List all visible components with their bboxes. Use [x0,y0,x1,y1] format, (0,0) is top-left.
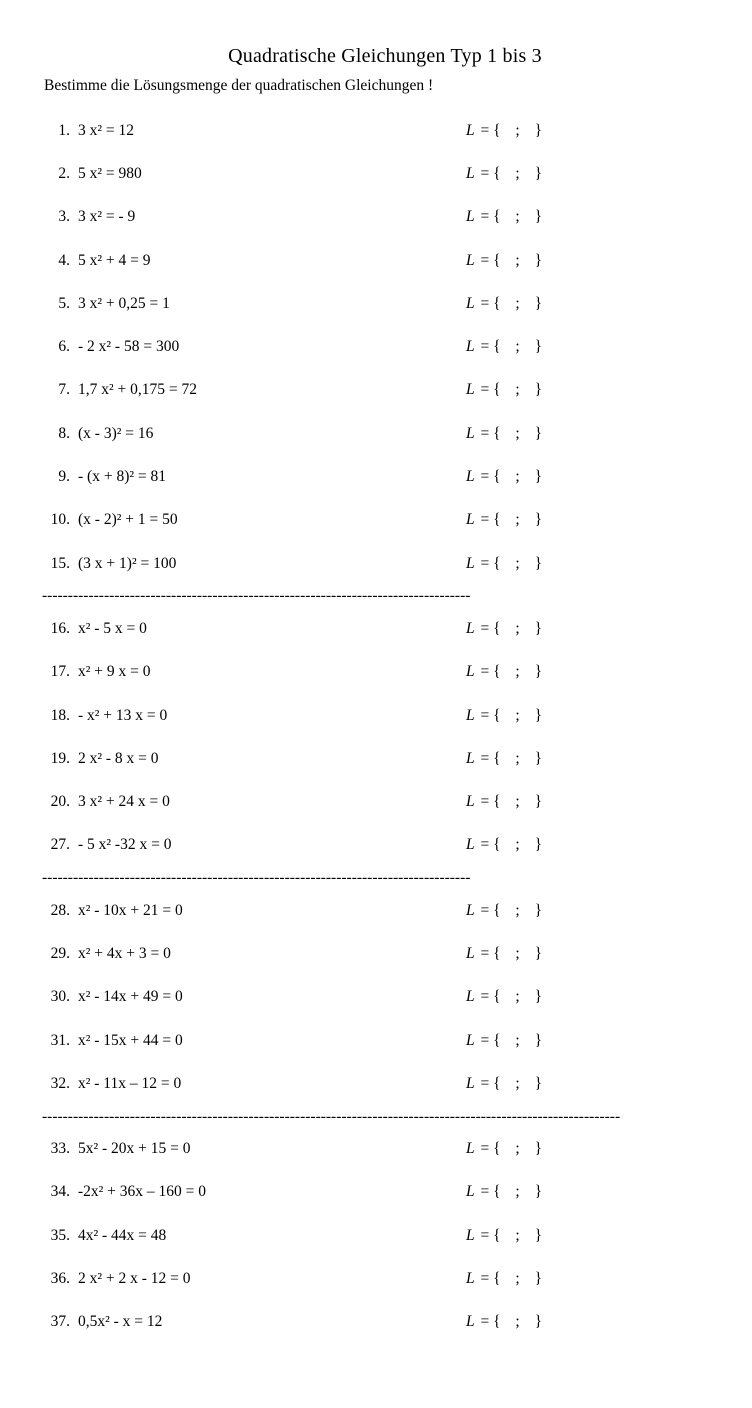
solution-label: L [466,294,475,312]
exercise-equation: 3 x² + 24 x = 0 [78,793,170,811]
solution-set-blank[interactable] [466,1075,542,1093]
solution-equals-open-brace: = { [480,554,501,572]
page-subtitle: Bestimme die Lösungsmenge der quadratischen Gleichungen ! [44,77,434,94]
solution-set-blank[interactable] [466,988,542,1006]
solution-label: L [466,164,475,182]
solution-close-brace: } [534,468,543,486]
solution-label: L [466,468,475,486]
solution-close-brace: } [534,424,543,442]
exercise-equation: x² - 15x + 44 = 0 [78,1031,183,1049]
solution-separator: ; [515,836,520,854]
exercise-number: 35. [50,1226,70,1244]
solution-equals-open-brace: = { [480,1270,501,1288]
exercise-row [0,824,752,867]
solution-set-blank[interactable] [466,555,542,573]
solution-equals-open-brace: = { [480,164,501,182]
exercise-number: 7. [58,381,70,399]
solution-separator: ; [515,251,520,269]
solution-equals-open-brace: = { [480,424,501,442]
solution-set-blank[interactable] [466,836,542,854]
solution-equals-open-brace: = { [480,251,501,269]
solution-close-brace: } [534,121,543,139]
exercise-number: 29. [50,944,70,962]
exercise-equation: 5 x² = 980 [78,164,142,182]
solution-label: L [466,749,475,767]
solution-set-blank[interactable] [466,620,542,638]
solution-label: L [466,511,475,529]
exercise-equation: 3 x² = 12 [78,121,135,139]
exercise-number: 19. [50,749,70,767]
solution-set-blank[interactable] [466,945,542,963]
exercise-equation: - (x + 8)² = 81 [78,468,166,486]
exercise-equation: x² - 11x – 12 = 0 [78,1074,182,1092]
exercise-row [0,109,752,152]
exercise-equation: x² + 9 x = 0 [78,663,151,681]
solution-close-brace: } [534,1140,543,1158]
exercise-equation: 3 x² = - 9 [78,208,136,226]
exercise-row [0,651,752,694]
section-divider: ----------------------------------------------------------------------------------- [42,587,471,605]
solution-equals-open-brace: = { [480,294,501,312]
solution-set-blank[interactable] [466,1032,542,1050]
solution-equals-open-brace: = { [480,836,501,854]
solution-set-blank[interactable] [466,425,542,443]
solution-close-brace: } [534,619,543,637]
solution-set-blank[interactable] [466,750,542,768]
exercise-group [0,1128,752,1344]
solution-equals-open-brace: = { [480,1074,501,1092]
exercise-list [0,109,752,1344]
exercise-number: 18. [50,706,70,724]
exercise-row [0,737,752,780]
solution-separator: ; [515,121,520,139]
solution-separator: ; [515,554,520,572]
exercise-number: 20. [50,793,70,811]
solution-separator: ; [515,338,520,356]
exercise-number: 15. [50,554,70,572]
exercise-number: 32. [50,1074,70,1092]
exercise-row [0,282,752,325]
exercise-row [0,1171,752,1214]
solution-label: L [466,1270,475,1288]
exercise-row [0,1128,752,1171]
exercise-row [0,1019,752,1062]
solution-separator: ; [515,1074,520,1092]
solution-separator: ; [515,944,520,962]
solution-set-blank[interactable] [466,122,542,140]
solution-close-brace: } [534,1031,543,1049]
solution-separator: ; [515,1183,520,1201]
exercise-equation: 2 x² - 8 x = 0 [78,749,159,767]
solution-close-brace: } [534,1183,543,1201]
solution-equals-open-brace: = { [480,1183,501,1201]
solution-equals-open-brace: = { [480,1226,501,1244]
exercise-equation: - x² + 13 x = 0 [78,706,168,724]
exercise-number: 37. [50,1313,70,1331]
solution-label: L [466,251,475,269]
exercise-number: 1. [58,121,70,139]
solution-close-brace: } [534,988,543,1006]
solution-equals-open-brace: = { [480,121,501,139]
solution-set-blank[interactable] [466,663,542,681]
solution-label: L [466,1031,475,1049]
solution-set-blank[interactable] [466,208,542,226]
solution-close-brace: } [534,836,543,854]
solution-equals-open-brace: = { [480,749,501,767]
solution-set-blank[interactable] [466,1183,542,1201]
solution-equals-open-brace: = { [480,208,501,226]
solution-separator: ; [515,749,520,767]
solution-label: L [466,1074,475,1092]
solution-label: L [466,208,475,226]
exercise-number: 8. [58,424,70,442]
solution-separator: ; [515,164,520,182]
solution-set-blank[interactable] [466,1270,542,1288]
solution-separator: ; [515,1313,520,1331]
solution-separator: ; [515,901,520,919]
solution-set-blank[interactable] [466,381,542,399]
exercise-equation: x² - 5 x = 0 [78,619,147,637]
solution-label: L [466,706,475,724]
solution-close-brace: } [534,663,543,681]
exercise-number: 4. [58,251,70,269]
solution-close-brace: } [534,511,543,529]
solution-label: L [466,793,475,811]
solution-set-blank[interactable] [466,707,542,725]
solution-set-blank[interactable] [466,1227,542,1245]
exercise-row [0,369,752,412]
section-divider: ---------------------------------------------------------------------------------------------------------------- [42,1107,621,1125]
exercise-equation: x² - 10x + 21 = 0 [78,901,183,919]
exercise-equation: -2x² + 36x – 160 = 0 [78,1183,207,1201]
solution-equals-open-brace: = { [480,1313,501,1331]
exercise-row [0,976,752,1019]
exercise-row [0,325,752,368]
solution-label: L [466,1226,475,1244]
solution-equals-open-brace: = { [480,468,501,486]
worksheet-page [0,45,752,1408]
exercise-number: 5. [58,294,70,312]
exercise-group [0,109,752,585]
exercise-group [0,607,752,867]
solution-separator: ; [515,381,520,399]
solution-label: L [466,988,475,1006]
solution-label: L [466,424,475,442]
solution-equals-open-brace: = { [480,988,501,1006]
exercise-row [0,780,752,823]
exercise-equation: 5 x² + 4 = 9 [78,251,151,269]
exercise-row [0,239,752,282]
solution-separator: ; [515,988,520,1006]
exercise-number: 33. [50,1140,70,1158]
solution-close-brace: } [534,251,543,269]
solution-close-brace: } [534,706,543,724]
solution-close-brace: } [534,793,543,811]
exercise-number: 28. [50,901,70,919]
exercise-number: 9. [58,468,70,486]
exercise-number: 17. [50,663,70,681]
exercise-row [0,1062,752,1105]
solution-separator: ; [515,468,520,486]
exercise-number: 10. [50,511,70,529]
exercise-equation: - 5 x² -32 x = 0 [78,836,172,854]
solution-equals-open-brace: = { [480,619,501,637]
solution-equals-open-brace: = { [480,663,501,681]
exercise-number: 27. [50,836,70,854]
solution-label: L [466,381,475,399]
exercise-equation: 0,5x² - x = 12 [78,1313,163,1331]
solution-close-brace: } [534,749,543,767]
solution-label: L [466,944,475,962]
solution-separator: ; [515,511,520,529]
solution-label: L [466,1140,475,1158]
solution-close-brace: } [534,338,543,356]
solution-equals-open-brace: = { [480,706,501,724]
exercise-number: 3. [58,208,70,226]
solution-equals-open-brace: = { [480,793,501,811]
exercise-row [0,1257,752,1300]
exercise-row [0,542,752,585]
exercise-group [0,889,752,1105]
exercise-equation: (x - 3)² = 16 [78,424,154,442]
solution-close-brace: } [534,294,543,312]
solution-close-brace: } [534,944,543,962]
solution-separator: ; [515,294,520,312]
solution-close-brace: } [534,381,543,399]
solution-separator: ; [515,208,520,226]
solution-close-brace: } [534,208,543,226]
solution-separator: ; [515,706,520,724]
solution-equals-open-brace: = { [480,901,501,919]
exercise-row [0,196,752,239]
section-divider: ----------------------------------------------------------------------------------- [42,869,471,887]
solution-equals-open-brace: = { [480,511,501,529]
solution-close-brace: } [534,901,543,919]
solution-label: L [466,1183,475,1201]
exercise-number: 31. [50,1031,70,1049]
solution-label: L [466,619,475,637]
solution-close-brace: } [534,1226,543,1244]
exercise-number: 6. [58,338,70,356]
exercise-number: 2. [58,164,70,182]
exercise-equation: 2 x² + 2 x - 12 = 0 [78,1270,191,1288]
exercise-number: 36. [50,1270,70,1288]
exercise-equation: x² - 14x + 49 = 0 [78,988,183,1006]
page-title: Quadratische Gleichungen Typ 1 bis 3 [228,45,542,67]
solution-close-brace: } [534,164,543,182]
solution-separator: ; [515,1226,520,1244]
solution-label: L [466,901,475,919]
solution-set-blank[interactable] [466,511,542,529]
solution-set-blank[interactable] [466,902,542,920]
exercise-equation: 1,7 x² + 0,175 = 72 [78,381,198,399]
solution-label: L [466,663,475,681]
exercise-row [0,932,752,975]
exercise-equation: 4x² - 44x = 48 [78,1226,167,1244]
solution-label: L [466,554,475,572]
exercise-row [0,889,752,932]
exercise-number: 30. [50,988,70,1006]
exercise-row [0,152,752,195]
exercise-equation: 3 x² + 0,25 = 1 [78,294,170,312]
exercise-row [0,1301,752,1344]
solution-close-brace: } [534,554,543,572]
solution-equals-open-brace: = { [480,338,501,356]
solution-equals-open-brace: = { [480,1140,501,1158]
exercise-row [0,412,752,455]
exercise-equation: x² + 4x + 3 = 0 [78,944,171,962]
solution-label: L [466,1313,475,1331]
solution-equals-open-brace: = { [480,1031,501,1049]
exercise-equation: 5x² - 20x + 15 = 0 [78,1140,191,1158]
solution-set-blank[interactable] [466,165,542,183]
solution-set-blank[interactable] [466,338,542,356]
solution-label: L [466,121,475,139]
solution-separator: ; [515,1270,520,1288]
solution-set-blank[interactable] [466,468,542,486]
solution-separator: ; [515,424,520,442]
solution-set-blank[interactable] [466,252,542,270]
solution-close-brace: } [534,1074,543,1092]
solution-equals-open-brace: = { [480,381,501,399]
exercise-number: 16. [50,619,70,637]
exercise-row [0,499,752,542]
exercise-number: 34. [50,1183,70,1201]
solution-separator: ; [515,1031,520,1049]
solution-set-blank[interactable] [466,1313,542,1331]
solution-set-blank[interactable] [466,793,542,811]
solution-separator: ; [515,1140,520,1158]
solution-separator: ; [515,663,520,681]
exercise-row [0,607,752,650]
solution-separator: ; [515,793,520,811]
exercise-equation: - 2 x² - 58 = 300 [78,338,180,356]
exercise-equation: (x - 2)² + 1 = 50 [78,511,178,529]
exercise-row [0,1214,752,1257]
solution-label: L [466,338,475,356]
solution-label: L [466,836,475,854]
solution-close-brace: } [534,1270,543,1288]
exercise-row [0,455,752,498]
solution-close-brace: } [534,1313,543,1331]
solution-separator: ; [515,619,520,637]
solution-set-blank[interactable] [466,1140,542,1158]
exercise-equation: (3 x + 1)² = 100 [78,554,177,572]
solution-set-blank[interactable] [466,295,542,313]
exercise-row [0,694,752,737]
solution-equals-open-brace: = { [480,944,501,962]
